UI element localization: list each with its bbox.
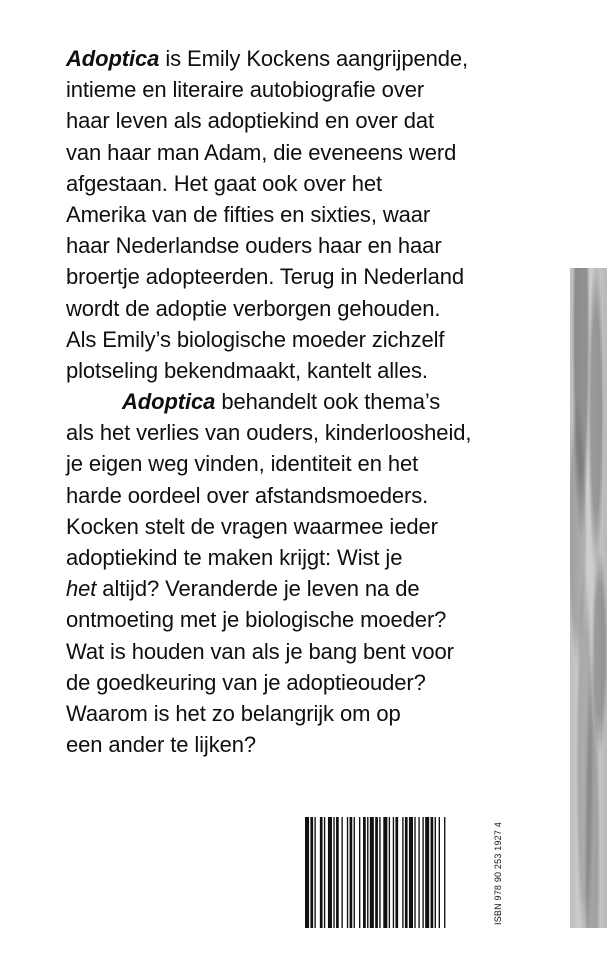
barcode-bar	[370, 817, 374, 928]
blurb-text: Waarom is het zo belangrijk om op	[66, 700, 401, 726]
back-cover-blurb	[66, 43, 586, 760]
blurb-line	[66, 324, 586, 355]
barcode-bar	[354, 817, 355, 928]
blurb-text: de goedkeuring van je adoptieouder?	[66, 669, 426, 695]
blurb-line	[66, 355, 586, 386]
barcode-bar	[395, 817, 398, 928]
barcode-bar	[363, 817, 366, 928]
blurb-text: harde oordeel over afstandsmoeders.	[66, 482, 429, 508]
blurb-line	[66, 729, 586, 760]
isbn-number: ISBN 978 90 253 1927 4	[493, 822, 503, 925]
barcode-bar	[393, 817, 394, 928]
barcode-bar	[324, 817, 325, 928]
barcode-bar	[435, 817, 436, 928]
blurb-text: broertje adopteerden. Terug in Nederland	[66, 264, 464, 290]
blurb-line	[66, 230, 586, 261]
blurb-line	[66, 604, 586, 635]
blurb-text: adoptiekind te maken krijgt: Wist je	[66, 545, 403, 570]
blurb-text: je eigen weg vinden, identiteit en het	[66, 451, 419, 477]
barcode-bar	[359, 817, 360, 928]
blurb-line	[66, 105, 586, 136]
blurb-line	[66, 261, 586, 292]
blurb-line	[66, 417, 586, 448]
blurb-line	[66, 386, 586, 417]
barcode-bar	[310, 817, 313, 928]
blurb-text: haar leven als adoptiekind en over dat	[66, 108, 435, 134]
barcode-bar	[379, 817, 380, 928]
blurb-line	[66, 573, 586, 604]
barcode-bar	[328, 817, 332, 928]
blurb-text: Amerika van de fifties en sixties, waar	[66, 201, 431, 227]
blurb-text: als het verlies van ouders, kinderloosheid,	[66, 420, 472, 446]
blurb-text: altijd? Veranderde je leven na de	[96, 576, 420, 602]
blurb-line	[66, 667, 586, 698]
blurb-line	[66, 511, 586, 542]
blurb-text: van haar man Adam, die eveneens werd	[66, 139, 457, 165]
barcode-bar	[383, 817, 387, 928]
blurb-line	[66, 636, 586, 667]
barcode-bar	[350, 817, 353, 928]
blurb-line	[66, 293, 586, 324]
blurb-text: behandelt ook thema’s	[215, 389, 441, 415]
barcode-bar	[367, 817, 368, 928]
barcode-bar	[402, 817, 403, 928]
barcode-bar	[418, 817, 419, 928]
blurb-line	[66, 698, 586, 729]
cover-photo-edge	[570, 268, 607, 928]
barcode-bar	[425, 817, 429, 928]
blurb-text: haar Nederlandse ouders haar en haar	[66, 233, 442, 259]
blurb-text: Kocken stelt de vragen waarmee ieder	[66, 513, 438, 539]
blurb-line	[66, 448, 586, 479]
blurb-text: het	[66, 576, 97, 602]
barcode-bar	[389, 817, 390, 928]
blurb-line	[66, 168, 586, 199]
barcode-bar	[314, 817, 315, 928]
blurb-line	[66, 480, 586, 511]
blurb-text: is Emily Kockens aangrijpende,	[159, 46, 469, 71]
barcode-bar	[405, 817, 408, 928]
barcode-bar	[347, 817, 348, 928]
blurb-text: afgestaan. Het gaat ook over het	[66, 170, 383, 196]
barcode-bar	[439, 817, 440, 928]
blurb-line	[66, 542, 586, 573]
barcode-bar	[409, 817, 413, 928]
book-title-text: Adoptica	[66, 46, 160, 71]
barcode-bar	[320, 817, 323, 928]
barcode-bar	[375, 817, 378, 928]
barcode-bar	[431, 817, 434, 928]
blurb-text: plotseling bekendmaakt, kantelt alles.	[66, 357, 428, 383]
barcode-bars	[303, 815, 493, 930]
barcode-bar	[414, 817, 415, 928]
blurb-line	[66, 43, 586, 74]
barcode	[303, 815, 508, 930]
blurb-text: Als Emily’s biologische moeder zichzelf	[66, 326, 445, 352]
barcode-bar	[341, 817, 342, 928]
blurb-text: een ander te lijken?	[66, 732, 257, 758]
barcode-bar	[336, 817, 339, 928]
barcode-bar	[422, 817, 423, 928]
blurb-text: ontmoeting met je biologische moeder?	[66, 607, 447, 633]
blurb-text: intieme en literaire autobiografie over	[66, 77, 425, 103]
blurb-text: Wat is houden van als je bang bent voor	[66, 638, 454, 664]
barcode-bar	[333, 817, 334, 928]
blurb-line	[66, 199, 586, 230]
barcode-bar	[444, 817, 445, 928]
blurb-text: wordt de adoptie verborgen gehouden.	[66, 295, 441, 321]
book-title-text: Adoptica	[122, 389, 216, 415]
blurb-line	[66, 74, 586, 105]
barcode-bar	[305, 817, 309, 928]
blurb-line	[66, 137, 586, 168]
